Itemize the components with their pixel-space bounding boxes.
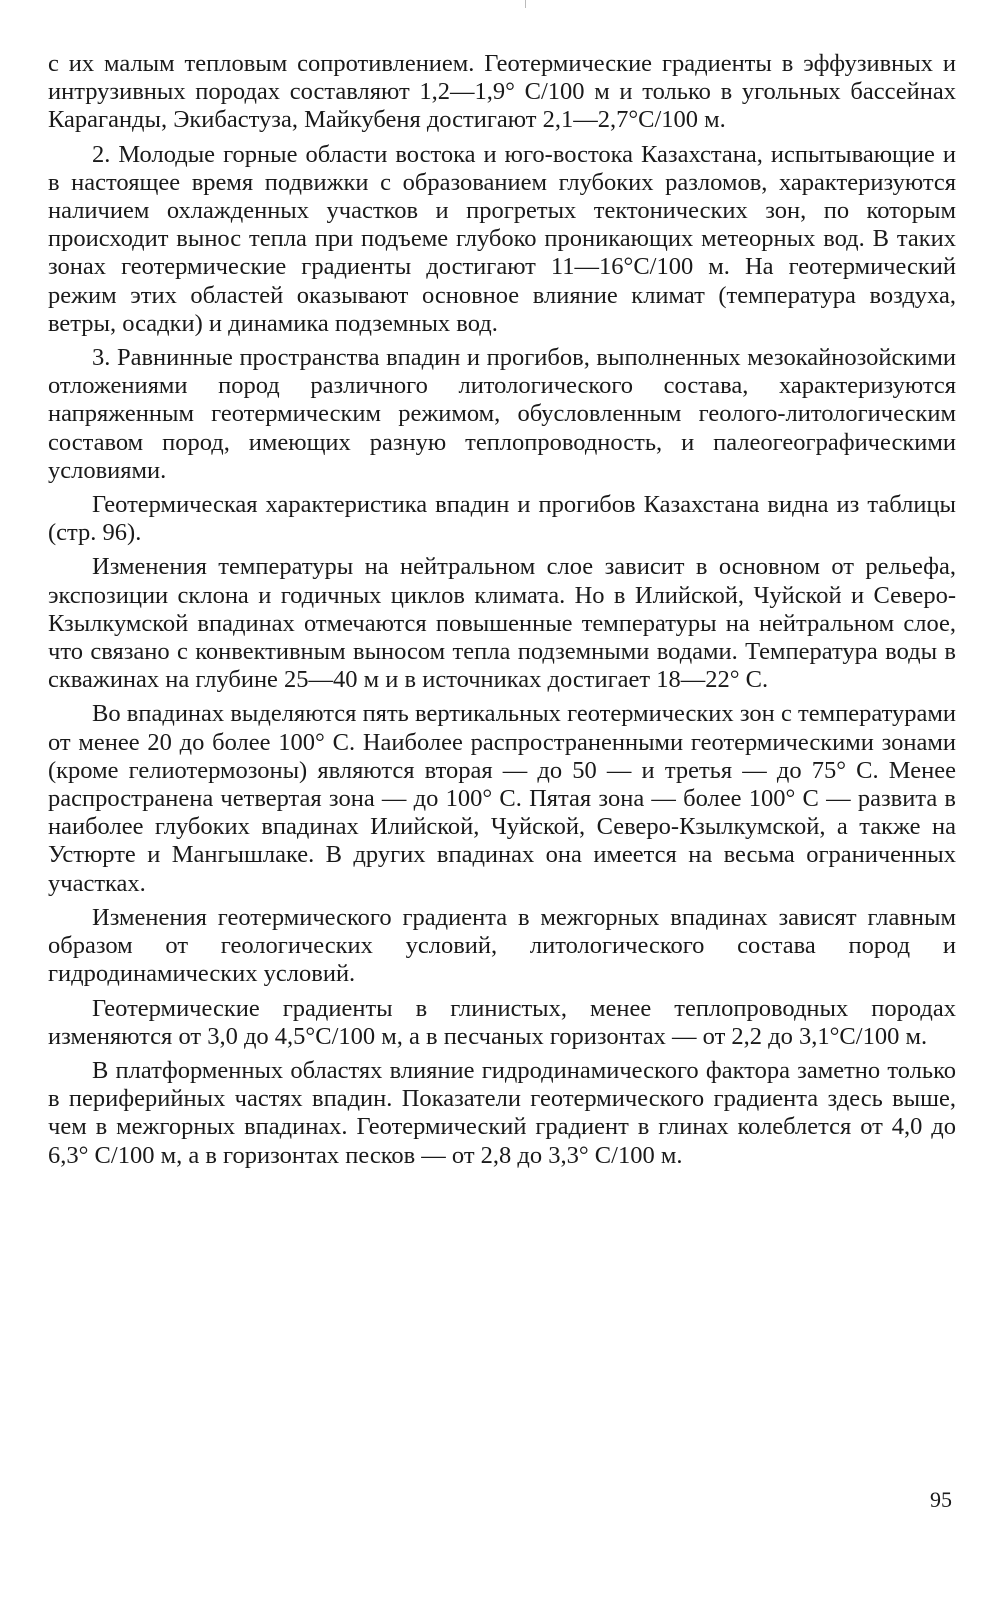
- paragraph-table-reference: Геотермическая характеристика впадин и прогибов Казахстана видна из таблицы (стр. 96).: [48, 491, 956, 547]
- paragraph-continuation: с их малым тепловым сопротивлением. Геотермические градиенты в эффузивных и интрузивных породах составляют 1,2—1,9° С/100 м и только в угольных бассейнах Караганды, Экибастуза, Майкубеня достигают 2,1—2,7°С/100 м.: [48, 50, 956, 134]
- paragraph-geothermal-zones: Во впадинах выделяются пять вертикальных геотермических зон с температурами от менее 20 до более 100° С. Наиболее распространенными геотермическими зонами (кроме гелиотермозоны) являются вторая — до 50 — и третья — до 75° С. Менее распространена четвертая зона — до 100° С. Пятая зона — более 100° С — развита в наиболее глубоких впадинах Илийской, Чуйской, Северо-Кзылкумской, а также на Устюрте и Мангышлаке. В других впадинах она имеется на весьма ограниченных участках.: [48, 700, 956, 897]
- scan-edge-mark: [525, 0, 526, 8]
- paragraph-mountain-regions: 2. Молодые горные области востока и юго-востока Казахстана, испытывающие и в настоящее время подвижки с образованием глубоких разломов, характеризуются наличием охлажденных участков и прогретых тектонических зон, по которым происходит вынос тепла при подъеме глубоко проникающих метеорных вод. В таких зонах геотермические градиенты достигают 11—16°С/100 м. На геотермический режим этих областей оказывают основное влияние климат (температура воздуха, ветры, осадки) и динамика подземных вод.: [48, 140, 956, 337]
- page-body: [48, 50, 956, 1176]
- paragraph-neutral-layer: Изменения температуры на нейтральном слое зависит в основном от рельефа, экспозиции склона и годичных циклов климата. Но в Илийской, Чуйской и Северо-Кзылкумской впадинах отмечаются повышенные температуры на нейтральном слое, что связано с конвективным выносом тепла подземными водами. Температура воды в скважинах на глубине 25—40 м и в источниках достигает 18—22° С.: [48, 553, 956, 694]
- paragraph-platform-regions: В платформенных областях влияние гидродинамического фактора заметно только в периферийных частях впадин. Показатели геотермического градиента здесь выше, чем в межгорных впадинах. Геотермический градиент в глинах колеблется от 4,0 до 6,3° С/100 м, а в горизонтах песков — от 2,8 до 3,3° С/100 м.: [48, 1056, 956, 1169]
- page-number: 95: [930, 1487, 952, 1512]
- paragraph-clay-sand-gradients: Геотермические градиенты в глинистых, менее теплопроводных породах изменяются от 3,0 до 4,5°С/100 м, а в песчаных горизонтах — от 2,2 до 3,1°С/100 м.: [48, 994, 956, 1050]
- paragraph-plain-depressions: 3. Равнинные пространства впадин и прогибов, выполненных мезокайнозойскими отложениями пород различного литологического состава, характеризуются напряженным геотермическим режимом, обусловленным геолого-литологическим составом пород, имеющих разную теплопроводность, и палеогеографическими условиями.: [48, 344, 956, 484]
- paragraph-gradient-changes: Изменения геотермического градиента в межгорных впадинах зависят главным образом от геологических условий, литологического состава пород и гидродинамических условий.: [48, 903, 956, 988]
